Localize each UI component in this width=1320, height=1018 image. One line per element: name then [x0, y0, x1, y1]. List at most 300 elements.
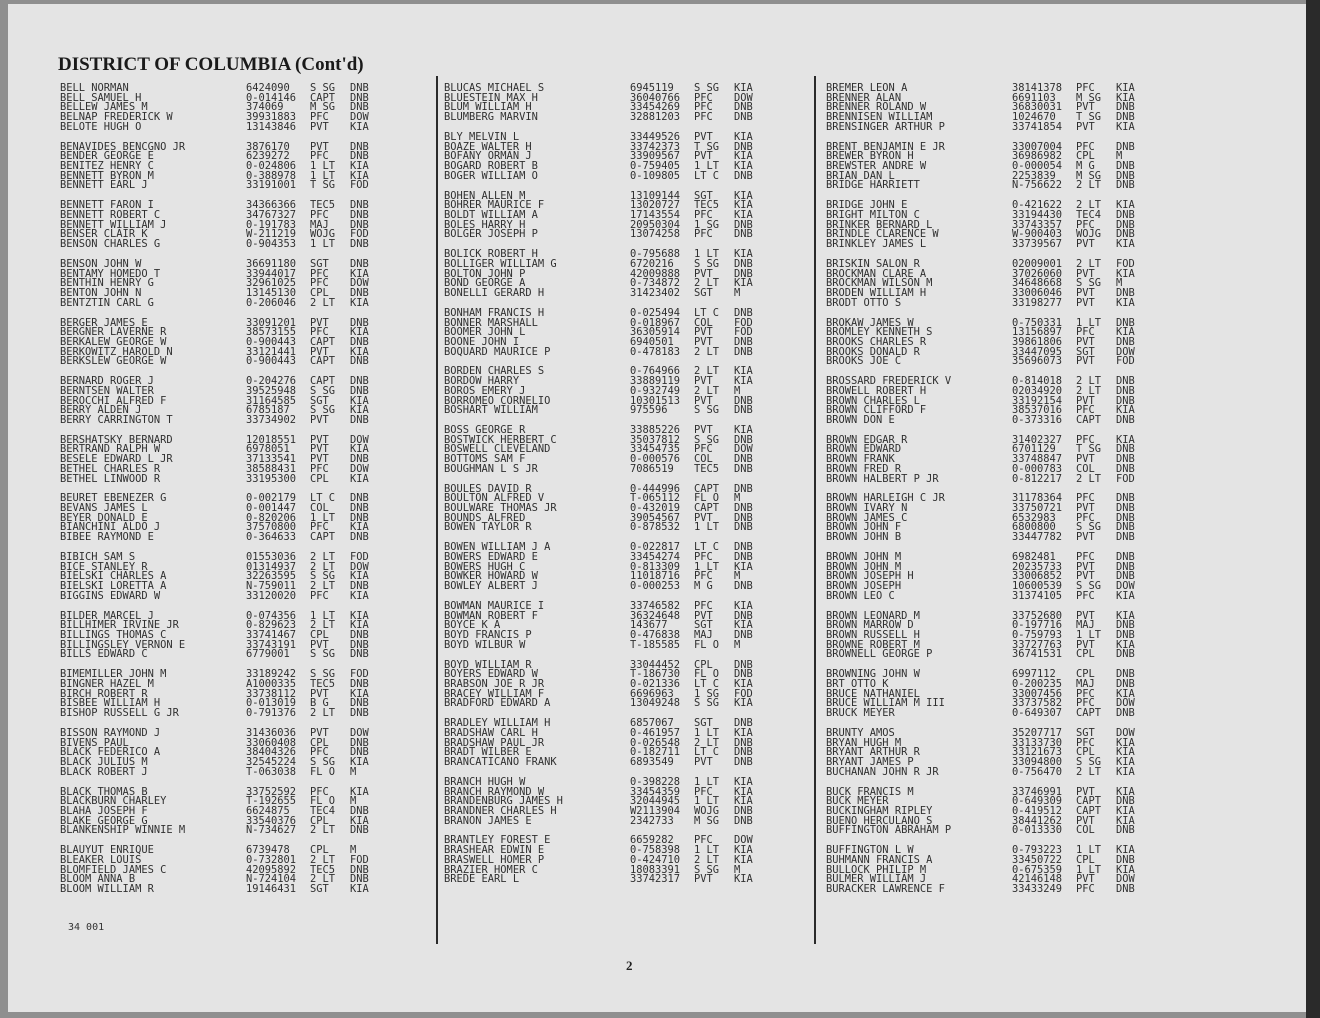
entry-status: DNB — [1116, 286, 1135, 299]
entry-serial-number: 0-109805 — [630, 169, 681, 182]
entry-status: DNB — [350, 629, 369, 641]
entry-name: BELNAP FREDERICK W — [60, 111, 173, 124]
entry-rank: PVT — [1076, 120, 1095, 133]
entry-serial-number: 0-649307 — [1012, 707, 1063, 719]
entry-rank: 1 LT — [310, 609, 336, 622]
entry-status: KIA — [1116, 755, 1135, 768]
entry-status: KIA — [734, 160, 753, 172]
entry-name: BROWN LEO C — [826, 589, 895, 602]
entry-status: DNB — [350, 82, 369, 94]
entry-rank: SGT — [694, 286, 713, 299]
entry-serial-number: 6239272 — [246, 150, 290, 163]
entry-rank: CAPT — [310, 91, 336, 104]
entry-status: M — [350, 795, 357, 808]
entry-status: FOD — [350, 668, 369, 681]
entry-name: BRINKER BERNARD L — [826, 218, 933, 231]
entry-serial-number: 38573155 — [246, 326, 297, 339]
entry-name: BOSHART WILLIAM — [444, 404, 538, 417]
scan-edge — [1306, 0, 1320, 1018]
entry-serial-number: 0-014146 — [246, 91, 297, 104]
entry-name: BIRCH ROBERT R — [60, 687, 148, 700]
entry-status: KIA — [734, 775, 753, 788]
entry-name: BELLEW JAMES M — [60, 101, 148, 114]
entry-rank: M G — [694, 580, 713, 593]
entry-status: DNB — [1116, 824, 1135, 837]
entry-name: BULMER WILLIAM J — [826, 873, 927, 886]
entry-serial-number: 0-758398 — [630, 844, 681, 857]
entry-serial-number: 39931883 — [246, 111, 297, 124]
entry-status: DOW — [350, 277, 369, 290]
entry-status: FOD — [1116, 257, 1135, 270]
entry-serial-number: W2113904 — [630, 804, 681, 817]
entry-serial-number: N-759011 — [246, 580, 297, 593]
entry-serial-number: 33454359 — [630, 785, 681, 798]
entry-rank: CAPT — [310, 335, 336, 348]
entry-name: BOSWELL CLEVELAND — [444, 443, 551, 456]
entry-status: KIA — [734, 677, 753, 690]
entry-status: KIA — [350, 814, 369, 827]
entry-status: FOD — [1116, 355, 1135, 368]
entry-serial-number: 01553036 — [246, 551, 297, 563]
entry-status: DNB — [734, 814, 753, 827]
entry-name: BRINKLEY JAMES L — [826, 238, 927, 250]
entry-status: DNB — [1116, 629, 1135, 641]
entry-rank: CAPT — [1076, 413, 1102, 426]
entry-name: BOLES HARRY H — [444, 218, 526, 231]
entry-serial-number: 6720216 — [630, 257, 674, 270]
entry-name: BONELLI GERARD H — [444, 286, 545, 299]
entry-status: DNB — [1116, 413, 1135, 426]
entry-name: BULLOCK PHILIP M — [826, 863, 927, 876]
entry-name: BLUESTEIN MAX H — [444, 91, 538, 104]
entry-rank: TEC5 — [694, 462, 720, 475]
entry-status: DNB — [350, 511, 369, 524]
entry-rank: MAJ — [1076, 619, 1095, 632]
entry-name: BOLDT WILLIAM A — [444, 208, 538, 221]
entry-serial-number: 0-750331 — [1012, 316, 1063, 329]
entry-status: KIA — [1116, 687, 1135, 700]
entry-rank: 1 LT — [694, 160, 720, 172]
entry-status: KIA — [350, 619, 369, 632]
entry-rank: PVT — [694, 755, 713, 768]
entry-serial-number: 13156897 — [1012, 326, 1063, 339]
entry-rank: 2 LT — [310, 619, 336, 632]
entry-name: BRENNER ROLAND W — [826, 101, 927, 114]
entry-rank: T SG — [310, 179, 336, 192]
entry-name: BOULWARE THOMAS JR — [444, 502, 557, 515]
entry-name: BOLICK ROBERT H — [444, 248, 538, 261]
entry-rank: 1 LT — [694, 560, 720, 573]
entry-rank: S SG — [1076, 277, 1102, 290]
entry-rank: COL — [1076, 824, 1095, 837]
entry-rank: PFC — [694, 111, 713, 124]
entry-name: BOGER WILLIAM O — [444, 169, 538, 182]
entry-name: BIMEMILLER JOHN M — [60, 668, 167, 681]
entry-name: BRAZIER HOMER C — [444, 863, 538, 876]
entry-serial-number: 0-200235 — [1012, 677, 1063, 690]
entry-rank: CPL — [310, 736, 329, 749]
entry-serial-number: 0-878532 — [630, 521, 681, 534]
entry-status: FOD — [350, 551, 369, 563]
entry-serial-number: 6701129 — [1012, 443, 1056, 456]
entry-name: BERNTSEN WALTER — [60, 384, 154, 397]
entry-serial-number: 0-424710 — [630, 853, 681, 866]
entry-rank: 2 LT — [310, 560, 336, 573]
entry-status: DNB — [350, 580, 369, 593]
entry-serial-number: 12018551 — [246, 433, 297, 446]
entry-name: BOAZE WALTER H — [444, 140, 532, 153]
entry-serial-number: 36305914 — [630, 326, 681, 339]
entry-rank: LT C — [694, 746, 720, 759]
entry-rank: PFC — [1076, 882, 1095, 895]
entry-serial-number: 0-791376 — [246, 707, 297, 719]
entry-rank: 1 LT — [694, 521, 720, 534]
entry-rank: TEC4 — [310, 804, 336, 817]
entry-name: BUCHANAN JOHN R JR — [826, 765, 939, 778]
entry-rank: CPL — [1076, 150, 1095, 163]
entry-name: BERKOWITZ HAROLD N — [60, 345, 173, 358]
entry-name: BLACK JULIUS M — [60, 755, 148, 768]
entry-serial-number: 0-018967 — [630, 316, 681, 329]
entry-serial-number: 2342733 — [630, 814, 674, 827]
entry-serial-number: 33741854 — [1012, 120, 1063, 133]
entry-name: BOULTON ALFRED V — [444, 492, 545, 505]
entry-name: BERKSLEW GEORGE W — [60, 355, 167, 368]
entry-serial-number: 42095892 — [246, 863, 297, 876]
entry-name: BERGNER LAVERNE R — [60, 326, 167, 339]
entry-status: DNB — [1116, 570, 1135, 583]
entry-rank: PFC — [1076, 82, 1095, 94]
entry-serial-number: 33198277 — [1012, 296, 1063, 309]
entry-rank: M SG — [694, 814, 720, 827]
entry-rank: 2 LT — [310, 580, 336, 593]
entry-serial-number: 20950304 — [630, 218, 681, 231]
entry-rank: CPL — [694, 658, 713, 671]
entry-name: BROCKMAN WILSON M — [826, 277, 933, 290]
entry-status: DNB — [1116, 795, 1135, 808]
entry-rank: PVT — [1076, 335, 1095, 348]
entry-serial-number: 33120020 — [246, 589, 297, 602]
entry-rank: PFC — [310, 785, 329, 798]
entry-rank: PFC — [1076, 140, 1095, 153]
entry-rank: LT C — [694, 306, 720, 319]
entry-serial-number: 33741467 — [246, 629, 297, 641]
entry-status: KIA — [1116, 804, 1135, 817]
entry-serial-number: 33454269 — [630, 101, 681, 114]
entry-name: BROOKS DONALD R — [826, 345, 920, 358]
entry-status: DNB — [350, 677, 369, 690]
entry-rank: S SG — [310, 668, 336, 681]
entry-name: BRANDENBURG JAMES H — [444, 795, 563, 808]
entry-name: BOROS EMERY J — [444, 384, 526, 397]
entry-status: DNB — [734, 502, 753, 515]
entry-serial-number: 33540376 — [246, 814, 297, 827]
entry-serial-number: 33746991 — [1012, 785, 1063, 798]
entry-rank: CAPT — [310, 355, 336, 368]
entry-name: BENSON JOHN W — [60, 257, 142, 270]
entry-status: DOW — [350, 726, 369, 739]
entry-rank: PFC — [694, 91, 713, 104]
entry-serial-number: 33121673 — [1012, 746, 1063, 759]
entry-name: BONNER MARSHALL — [444, 316, 538, 329]
entry-status: FOD — [734, 687, 753, 700]
entry-serial-number: 10301513 — [630, 394, 681, 407]
entry-rank: PFC — [310, 746, 329, 759]
entry-rank: 2 LT — [694, 365, 720, 378]
entry-name: BISBEE WILLIAM H — [60, 697, 161, 710]
entry-name: BROWNELL GEORGE P — [826, 648, 933, 661]
entry-rank: PVT — [694, 267, 713, 280]
entry-name: BELL NORMAN — [60, 82, 129, 94]
entry-name: BENNETT FARON I — [60, 199, 154, 212]
entry-name: BRIDGE HARRIETT — [826, 179, 920, 192]
entry-rank: MAJ — [694, 629, 713, 641]
entry-rank: T SG — [1076, 443, 1102, 456]
entry-name: BROWN JOSEPH — [826, 580, 902, 593]
entry-rank: 1 LT — [310, 238, 336, 250]
entry-status: DNB — [1116, 668, 1135, 681]
entry-rank: COL — [694, 453, 713, 466]
entry-name: BROWN JOSEPH H — [826, 570, 914, 583]
entry-status: DOW — [350, 462, 369, 475]
entry-name: BISSON RAYMOND J — [60, 726, 161, 739]
entry-status: KIA — [1116, 433, 1135, 446]
entry-serial-number: 33091201 — [246, 316, 297, 329]
entry-name: BLANKENSHIP WINNIE M — [60, 824, 186, 837]
entry-rank: CPL — [310, 472, 329, 485]
entry-status: DNB — [350, 335, 369, 348]
entry-name: BILLS EDWARD C — [60, 648, 148, 661]
entry-serial-number: 33742317 — [630, 873, 681, 886]
entry-status: DNB — [734, 306, 753, 319]
entry-name: BENAVIDES BENCGNO JR — [60, 140, 186, 153]
entry-rank: CPL — [310, 629, 329, 641]
entry-serial-number: T-192655 — [246, 795, 297, 808]
entry-status: KIA — [1116, 82, 1135, 94]
entry-name: BRUCE NATHANIEL — [826, 687, 920, 700]
entry-rank: FL O — [694, 492, 720, 505]
entry-serial-number: T-063038 — [246, 765, 297, 778]
entry-status: KIA — [350, 687, 369, 700]
entry-name: BOLTON JOHN P — [444, 267, 526, 280]
entry-rank: FL O — [310, 795, 336, 808]
entry-rank: CAPT — [310, 531, 336, 544]
entry-status: DNB — [350, 638, 369, 651]
entry-name: BLOMFIELD JAMES C — [60, 863, 167, 876]
entry-serial-number: 0-829623 — [246, 619, 297, 632]
entry-name: BOND GEORGE A — [444, 277, 526, 290]
entry-serial-number: 6982481 — [1012, 551, 1056, 563]
entry-status: DNB — [1116, 111, 1135, 124]
entry-rank: SGT — [694, 717, 713, 730]
entry-name: BRANON JAMES E — [444, 814, 532, 827]
entry-name: BURACKER LAWRENCE F — [826, 882, 945, 895]
entry-status: DNB — [1116, 882, 1135, 895]
entry-name: BIGGINS EDWARD W — [60, 589, 161, 602]
entry-serial-number: 32263595 — [246, 570, 297, 583]
entry-serial-number: 6893549 — [630, 755, 674, 768]
entry-status: DNB — [1116, 707, 1135, 719]
entry-status: KIA — [350, 443, 369, 456]
entry-name: BRYANT ARTHUR R — [826, 746, 920, 759]
entry-status: KIA — [1116, 746, 1135, 759]
entry-rank: PVT — [310, 687, 329, 700]
entry-serial-number: 32545224 — [246, 755, 297, 768]
entry-rank: SGT — [310, 882, 329, 895]
entry-serial-number: T-185585 — [630, 638, 681, 651]
entry-serial-number: 6424090 — [246, 82, 290, 94]
entry-name: BLUCAS MICHAEL S — [444, 82, 545, 94]
entry-serial-number: 31402327 — [1012, 433, 1063, 446]
entry-name: BERTRAND RALPH W — [60, 443, 161, 456]
entry-serial-number: 374069 — [246, 101, 284, 114]
entry-status: KIA — [734, 853, 753, 866]
entry-rank: 2 LT — [694, 384, 720, 397]
entry-serial-number: 6978051 — [246, 443, 290, 456]
entry-serial-number: A1000335 — [246, 677, 297, 690]
entry-serial-number: 33450722 — [1012, 853, 1063, 866]
entry-status: KIA — [1116, 296, 1135, 309]
entry-name: BREMER LEON A — [826, 82, 908, 94]
entry-status: KIA — [1116, 589, 1135, 602]
entry-name: BELL SAMUEL H — [60, 91, 142, 104]
entry-status: DNB — [350, 873, 369, 886]
entry-serial-number: 33739567 — [1012, 238, 1063, 250]
entry-rank: 2 LT — [694, 736, 720, 749]
entry-name: BIANCHINI ALDO J — [60, 521, 161, 534]
entry-status: DNB — [1116, 101, 1135, 114]
entry-serial-number: 1024670 — [1012, 111, 1056, 124]
entry-serial-number: 0-021336 — [630, 677, 681, 690]
entry-rank: PVT — [1076, 570, 1095, 583]
entry-serial-number: 31423402 — [630, 286, 681, 299]
entry-name: BOYD FRANCIS P — [444, 629, 532, 641]
entry-serial-number: 33007004 — [1012, 140, 1063, 153]
entry-name: BRANCH HUGH W — [444, 775, 526, 788]
entry-status: DNB — [734, 453, 753, 466]
entry-serial-number: 0-820206 — [246, 511, 297, 524]
entry-status: KIA — [1116, 609, 1135, 622]
entry-rank: CAPT — [1076, 804, 1102, 817]
entry-name: BROOKS JOE C — [826, 355, 902, 368]
entry-status: DNB — [350, 697, 369, 710]
entry-rank: CAPT — [694, 482, 720, 495]
entry-name: BLACK THOMAS B — [60, 785, 148, 798]
entry-name: BENITEZ HENRY C — [60, 160, 154, 172]
entry-name: BRADSHAW PAUL JR — [444, 736, 545, 749]
entry-serial-number: 0-904353 — [246, 238, 297, 250]
entry-status: DOW — [1116, 580, 1135, 593]
entry-serial-number: 13020727 — [630, 199, 681, 212]
entry-rank: PFC — [694, 101, 713, 114]
entry-serial-number: 20235733 — [1012, 560, 1063, 573]
entry-rank: TEC5 — [310, 199, 336, 212]
entry-name: BRANTLEY FOREST E — [444, 834, 551, 847]
entry-rank: M SG — [310, 101, 336, 114]
entry-status: DNB — [350, 316, 369, 329]
entry-rank: PVT — [694, 609, 713, 622]
entry-status: DOW — [1116, 697, 1135, 710]
entry-serial-number: 19146431 — [246, 882, 297, 895]
entry-status: DNB — [734, 433, 753, 446]
entry-status: KIA — [1116, 120, 1135, 133]
entry-serial-number: 34366366 — [246, 199, 297, 212]
entry-rank: TEC5 — [310, 863, 336, 876]
entry-status: KIA — [734, 365, 753, 378]
entry-status: DNB — [350, 492, 369, 505]
entry-rank: 2 LT — [1076, 199, 1102, 212]
entry-name: BISHOP RUSSELL G JR — [60, 707, 179, 719]
entry-rank: PVT — [1076, 394, 1095, 407]
entry-status: DNB — [350, 150, 369, 163]
entry-name: BROWN HARLEIGH C JR — [826, 492, 945, 505]
entry-rank: PVT — [1076, 814, 1095, 827]
entry-status: DNB — [734, 668, 753, 681]
entry-rank: PVT — [694, 424, 713, 437]
entry-serial-number: 38404326 — [246, 746, 297, 759]
entry-status: KIA — [734, 844, 753, 857]
entry-serial-number: 35696073 — [1012, 355, 1063, 368]
entry-serial-number: 6691103 — [1012, 91, 1056, 104]
entry-status: DNB — [1116, 853, 1135, 866]
entry-serial-number: 33191001 — [246, 179, 297, 192]
entry-name: BRYAN HUGH M — [826, 736, 902, 749]
entry-status: DNB — [734, 218, 753, 231]
entry-name: BOTTOMS SAM F — [444, 453, 526, 466]
entry-status: KIA — [734, 150, 753, 163]
entry-rank: 2 LT — [310, 853, 336, 866]
entry-serial-number: 33449526 — [630, 130, 681, 143]
entry-status: M — [734, 863, 741, 876]
entry-status: KIA — [350, 755, 369, 768]
entry-name: BIBICH SAM S — [60, 551, 136, 563]
entry-status: DNB — [350, 453, 369, 466]
entry-serial-number: 0-444996 — [630, 482, 681, 495]
entry-serial-number: 33447782 — [1012, 531, 1063, 544]
entry-name: BUFFINGTON ABRAHAM P — [826, 824, 952, 837]
entry-status: DNB — [734, 629, 753, 641]
entry-rank: PVT — [694, 130, 713, 143]
entry-serial-number: 02034920 — [1012, 384, 1063, 397]
entry-rank: FL O — [694, 638, 720, 651]
entry-status: M — [734, 492, 741, 505]
entry-serial-number: 33195300 — [246, 472, 297, 485]
entry-serial-number: 36830031 — [1012, 101, 1063, 114]
entry-name: BENSER CLAIR K — [60, 228, 148, 241]
entry-rank: S SG — [310, 570, 336, 583]
entry-name: BRISKIN SALON R — [826, 257, 920, 270]
entry-rank: WOJG — [1076, 228, 1102, 241]
entry-status: DNB — [734, 755, 753, 768]
entry-rank: PFC — [1076, 697, 1095, 710]
entry-name: BERRY CARRINGTON T — [60, 413, 173, 426]
entry-serial-number: 33748847 — [1012, 453, 1063, 466]
entry-serial-number: N-724104 — [246, 873, 297, 886]
entry-rank: PVT — [694, 394, 713, 407]
entry-serial-number: W-211219 — [246, 228, 297, 241]
entry-status: DNB — [350, 286, 369, 299]
entry-status: DNB — [1116, 443, 1135, 456]
entry-serial-number: 33727763 — [1012, 638, 1063, 651]
entry-status: DNB — [1116, 677, 1135, 690]
entry-rank: PVT — [310, 345, 329, 358]
entry-rank: 2 LT — [310, 824, 336, 837]
entry-rank: S SG — [310, 755, 336, 768]
entry-name: BOULES DAVID R — [444, 482, 532, 495]
entry-rank: PVT — [1076, 785, 1095, 798]
entry-serial-number: 36324648 — [630, 609, 681, 622]
entry-status: FOD — [734, 326, 753, 339]
